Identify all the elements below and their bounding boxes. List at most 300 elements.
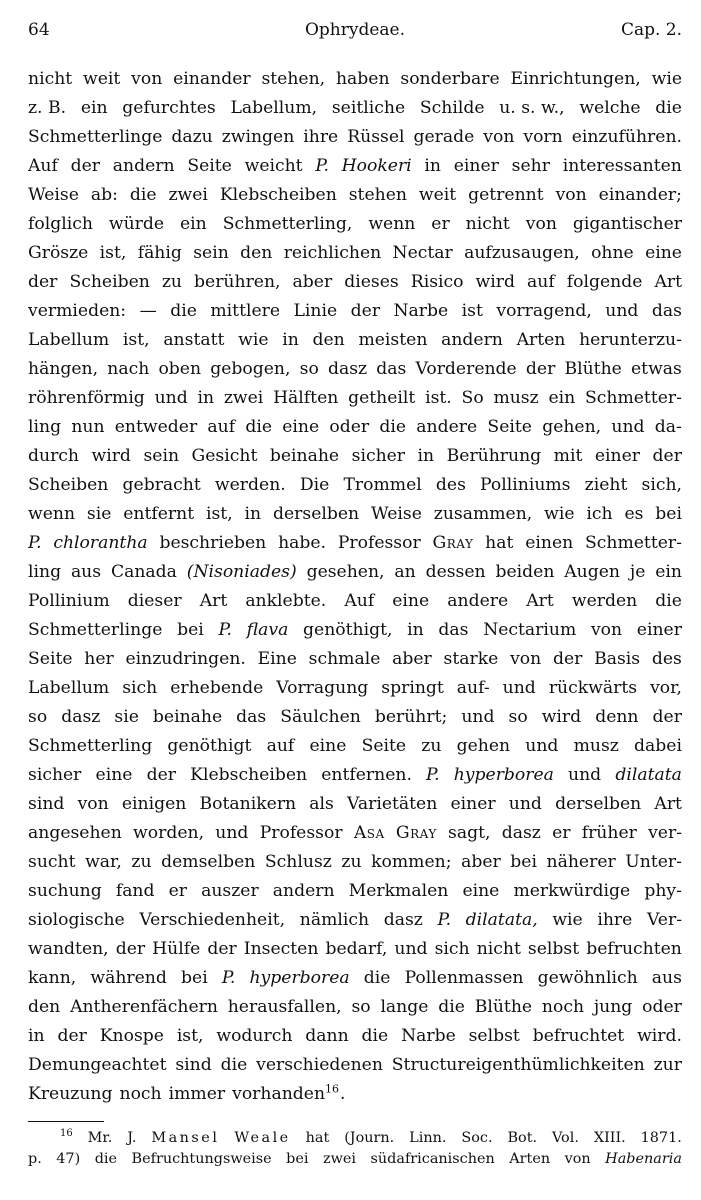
word: Art [526,591,554,611]
word: Hookeri [341,156,412,176]
word: dieses [344,272,399,292]
word: der [525,359,556,379]
word: der [207,939,237,959]
word: zwei [223,388,264,408]
text-line [28,558,682,587]
word: das [651,301,682,321]
word: die [361,1026,389,1046]
word: Bot. [507,1130,538,1146]
word: berühren, [194,272,281,292]
word: beinahe [152,707,223,727]
word: früher [581,823,637,843]
word: sich [434,939,470,959]
word: getheilt [348,388,416,408]
word: erhebende [170,678,264,698]
word: ist, [205,504,233,524]
word: Art [654,272,682,292]
word: dasz [327,359,368,379]
text-line [28,819,682,848]
word: Unter- [625,852,682,872]
word: herunterzu- [579,330,682,350]
word: P. [218,620,232,640]
word: Klebscheiben [219,185,337,205]
word: weicht [244,156,303,176]
word: nicht [28,69,73,89]
word: in [197,388,215,408]
word: Berührung [446,446,542,466]
word: ling [28,417,62,437]
word: Auf [28,156,58,176]
word: Risico [410,272,464,292]
text-line [28,645,682,674]
word: beschrieben [159,533,267,553]
word: Vorderende [415,359,517,379]
word: nämlich [299,910,370,930]
word: einer [594,446,641,466]
word: getrennt [468,185,544,205]
word: berührt; [374,707,448,727]
word: genöthigt [167,736,252,756]
text-line [28,239,682,268]
word: weit [83,69,121,89]
word: ver- [648,823,682,843]
word: ihre [303,127,339,147]
text-line [28,964,682,993]
word: interessanten [562,156,682,176]
word: dabei [634,736,682,756]
word: oder [642,997,682,1017]
word: wird. [637,1026,682,1046]
text-line [28,703,682,732]
word: nun [71,417,105,437]
word: war, [85,852,122,872]
word: würde [108,214,165,234]
word: stehen [348,185,407,205]
text-line [28,906,682,935]
footnotes [28,1128,682,1170]
word: von [77,794,109,814]
word: Schmetterlinge [28,127,163,147]
word: verschiedenen [256,1055,383,1075]
word: Professor [337,533,421,553]
word: Insecten [243,939,319,959]
word: werden. [214,475,286,495]
word: Art [654,794,682,814]
word: Blüthe [474,997,533,1017]
word: und [215,823,249,843]
word: Labellum [28,330,110,350]
word: Seite [187,156,232,176]
word: sehr [511,156,550,176]
running-title: Ophrydeae. [304,20,406,40]
word: ein [80,98,108,118]
word: einzuführen. [571,127,682,147]
word: in [407,620,424,640]
word: Scheiben [69,272,150,292]
word: er [552,823,571,843]
word: reichlichen [283,243,382,263]
word: so [508,707,528,727]
word: rückwärts [548,678,638,698]
word: dasz [61,707,101,727]
word: und [605,301,639,321]
word: gesehen, [306,562,385,582]
word: Seite [28,649,73,669]
word: hat [305,1130,330,1146]
word: Demungeachtet [28,1055,167,1075]
page-number: 64 [28,20,50,40]
word: von [510,649,542,669]
word: selbst [468,1026,520,1046]
text-line [28,1080,682,1109]
word: p. [28,1151,42,1167]
word: Ver- [646,910,682,930]
word: Seite [487,417,532,437]
word: starke [443,649,499,669]
word: Merkmalen [348,881,449,901]
word: wandten, [28,939,109,959]
word: die [220,1055,248,1075]
word: kommen; [371,852,452,872]
word: dessen [425,562,486,582]
word: — [139,301,157,321]
word: vorn [523,127,563,147]
word: die [94,1151,118,1167]
word: So [461,388,484,408]
word: ist, [122,330,150,350]
word: gebogen, [210,359,291,379]
word: Rüssel [347,127,405,147]
word: Gray [432,533,474,553]
word: welche [579,98,641,118]
word: aber [392,649,432,669]
word: andern [441,330,503,350]
word: eine [309,736,347,756]
word: immer [168,1084,226,1104]
word: musz [573,736,619,756]
word: sind [28,794,65,814]
word: zwei [168,185,208,205]
chapter-label: Cap. 2. [620,20,682,40]
word: lange [380,997,429,1017]
word: 1871. [640,1130,682,1146]
word: beiden [495,562,555,582]
word: Befruchtungsweise [131,1151,272,1167]
word: so [28,707,48,727]
word: wird [91,446,131,466]
word: ein [655,562,682,582]
word: die [245,417,273,437]
word: noch [541,997,585,1017]
word: Klebscheiben [190,765,308,785]
word: P. [28,533,42,553]
word: Knospe [99,1026,164,1046]
word: andern [112,156,175,176]
word: ihre [597,910,633,930]
word: Structureigenthümlichkeiten [391,1055,645,1075]
word: wodurch [216,1026,293,1046]
footnote-rule [28,1121,104,1122]
word: fähig [137,243,182,263]
word: in [282,330,299,350]
word: springt [381,678,444,698]
word: ein [548,388,576,408]
word: genöthigt, [303,620,393,640]
word: demselben [161,852,256,872]
word: Arten [509,1151,551,1167]
word: nicht [476,939,521,959]
text-line [28,761,682,790]
word: aber [292,272,333,292]
word: und [525,736,559,756]
word: näherer [546,852,616,872]
word: aber [461,852,501,872]
word: Schilde [419,98,485,118]
word: P. [426,765,440,785]
word: gehen [456,736,511,756]
word: und [394,939,428,959]
word: Weise [28,185,79,205]
word: ab: [90,185,118,205]
word: durch [28,446,79,466]
word: eine [95,765,133,785]
word: so [351,997,371,1017]
text-line [28,268,682,297]
word: nach [107,359,150,379]
word: Labellum, [230,98,318,118]
word: Die [299,475,330,495]
word: Nectar [392,243,453,263]
word: wie [552,910,583,930]
word: mittlere [210,301,281,321]
footnote-line [28,1128,682,1149]
word: flava [246,620,289,640]
word: von [525,214,557,234]
word: sie [86,504,112,524]
word: XIII. [593,1130,626,1146]
word: Nectarium [483,620,577,640]
word: wie [651,69,682,89]
word: Kreuzung [28,1084,113,1104]
word: bei [510,852,537,872]
word: denn [595,707,639,727]
book-page [28,18,682,1170]
word: Eine [257,649,297,669]
word: Gesicht [191,446,258,466]
word: anstatt [163,330,225,350]
word: fand [115,881,155,901]
word: Arten [516,330,566,350]
word: sich [122,678,158,698]
word: je [629,562,646,582]
word: bei [177,620,204,640]
word: der [115,939,146,959]
text-line [28,384,682,413]
word: auf [207,417,236,437]
word: gigantischer [572,214,682,234]
text-line [28,442,682,471]
body-text [28,65,682,1109]
text-line [28,94,682,123]
word: andere [447,591,509,611]
word: J. [127,1130,137,1146]
word: der [146,765,176,785]
word: befruchtet [532,1026,625,1046]
word: hängen, [28,359,99,379]
word: gerade [413,127,475,147]
word: zwei [323,1151,357,1167]
word: seitliche [331,98,406,118]
word: vorragend, [496,301,592,321]
word: wenn [368,214,416,234]
word: u. s. w., [499,98,565,118]
word: werden [571,591,638,611]
word: dasz [383,910,423,930]
text-line [28,877,682,906]
word: Verschiedenheit, [139,910,286,930]
word: ich [586,504,613,524]
word: Einrichtungen, [510,69,641,89]
word: eine [462,881,500,901]
word: südafricanischen [370,1151,495,1167]
word: auf [266,736,295,756]
word: zu [131,852,152,872]
word: merkwürdige [513,881,631,901]
word: er [431,214,450,234]
word: dieser [127,591,182,611]
word: Professor [259,823,343,843]
word: ohne [591,243,634,263]
footnote-number: 16 [60,1128,73,1140]
word: selbst [527,939,580,959]
word: zur [653,1055,682,1075]
text-line [28,210,682,239]
word: sagt, [448,823,491,843]
word: Weale [234,1130,291,1146]
word: von [555,185,587,205]
word: aus [70,562,102,582]
word: derselben [555,794,642,814]
word: zieht [584,475,628,495]
word: bedarf, [325,939,388,959]
word: andere [416,417,478,437]
word: Säulchen [280,707,361,727]
word: folglich [28,214,93,234]
word: wird [475,272,515,292]
word: ist, [99,243,127,263]
word: der [652,446,682,466]
word: dasz [501,823,541,843]
word: Schmetterlinge [28,620,163,640]
word: weit [418,185,457,205]
word: aufzusaugen, [464,243,580,263]
text-line [28,500,682,529]
word: folgende [566,272,643,292]
word: einigen [121,794,187,814]
page-header [28,18,682,52]
word: die [379,417,407,437]
text-line [28,616,682,645]
word: das [376,359,407,379]
word: da- [654,417,682,437]
word: eine [392,591,430,611]
footnote-reference[interactable]: 16 [325,1082,340,1096]
text-line [28,848,682,877]
word: Seite [361,736,407,756]
text-line [28,471,682,500]
word: kann, [28,968,77,988]
word: sein [193,243,229,263]
word: die [129,185,157,205]
word: P. [221,968,236,988]
word: stehen, [261,69,326,89]
text-line [28,413,682,442]
word: Blüthe [564,359,622,379]
text-line [28,529,682,558]
word: beinahe [269,446,340,466]
word: der [350,301,381,321]
word: ist, [176,1026,204,1046]
word: von [131,69,163,89]
word: die [438,997,465,1017]
word: zusammen, [433,504,533,524]
word: musz [493,388,539,408]
text-line [28,732,682,761]
text-line [28,1051,682,1080]
word: Schmetter- [584,533,682,553]
word: der [70,156,100,176]
word: P. [437,910,452,930]
word: aus [651,968,682,988]
word: Antherenfächern [70,997,218,1017]
word: gewöhnlich [537,968,638,988]
word: in [28,1026,45,1046]
word: Schmetterling, [222,214,353,234]
word: her [84,649,114,669]
word: Pollinium [28,591,110,611]
word: befruchten [586,939,682,959]
word: mit [553,446,583,466]
word: sein [143,446,180,466]
word: zu [161,272,182,292]
word: Hülfe [152,939,201,959]
text-line [28,152,682,181]
word: Polliniums [480,475,571,495]
word: entfernt [123,504,195,524]
word: Soc. [461,1130,493,1146]
text-line [28,65,682,94]
word: angesehen [28,823,122,843]
word: das [236,707,267,727]
word: Basis [594,649,641,669]
word: dilatata, [465,910,538,930]
word: sind [175,1055,212,1075]
word: den [312,330,345,350]
word: Linn. [409,1130,447,1146]
text-line [28,993,682,1022]
word: während [90,968,167,988]
text-line [28,1022,682,1051]
word: des [651,649,682,669]
word: dazu [171,127,213,147]
word: wenn [28,504,76,524]
word: in [244,504,262,524]
word: einen [525,533,574,553]
word: die [170,301,197,321]
word: (Journ. [344,1130,395,1146]
word: Linie [293,301,338,321]
word: Botanikern [199,794,297,814]
